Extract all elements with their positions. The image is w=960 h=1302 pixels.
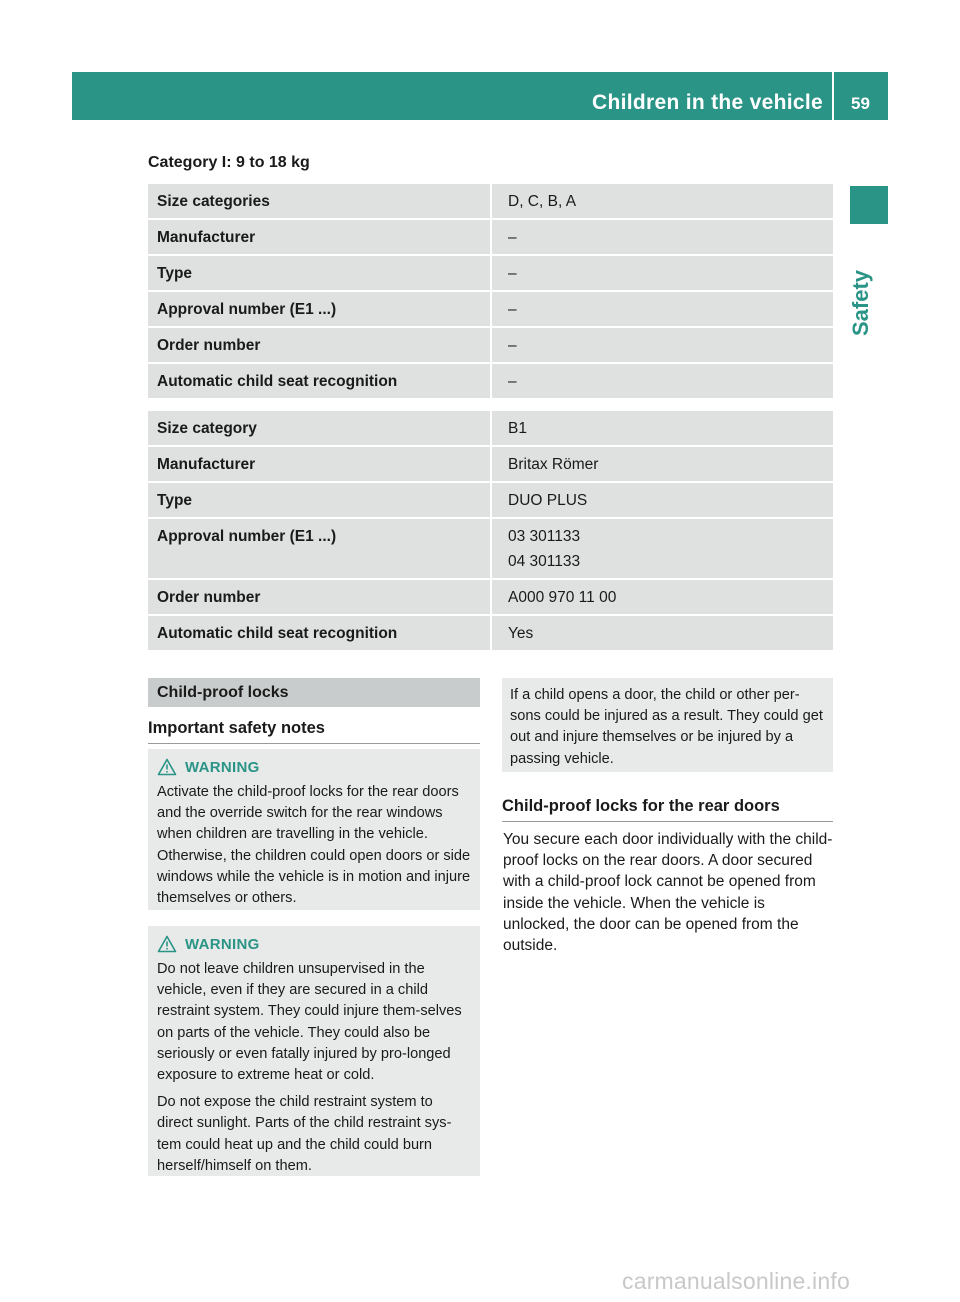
table-value: DUO PLUS xyxy=(492,483,833,519)
body-paragraph: You secure each door individually with the child-proof locks on the rear doors. A door secured with a child-proof lock cannot be opened from inside the vehicle. When the vehicle is unlocked, the door can be opened from the outside. xyxy=(503,831,833,955)
table-key: Size categories xyxy=(148,184,492,220)
table-row xyxy=(148,220,833,256)
table-key: Approval number (E1 ...) xyxy=(148,519,492,580)
warning-triangle-icon xyxy=(157,758,177,776)
warning-label: WARNING xyxy=(185,935,260,953)
table-value: B1 xyxy=(492,411,833,447)
side-tab-label: Safety xyxy=(848,269,873,336)
table-key: Order number xyxy=(148,580,492,616)
warning-triangle-icon xyxy=(157,935,177,953)
table-value: – xyxy=(492,256,833,292)
table-key: Type xyxy=(148,256,492,292)
table-row xyxy=(148,447,833,483)
table-row xyxy=(148,256,833,292)
table-row xyxy=(148,519,833,580)
approval-number-1: 03 301133 xyxy=(508,528,581,545)
table-value: D, C, B, A xyxy=(492,184,833,220)
table-value: A000 970 11 00 xyxy=(492,580,833,616)
note-box xyxy=(502,678,833,772)
watermark: carmanualsonline.info xyxy=(622,1268,850,1294)
table-value xyxy=(492,519,833,580)
table-row xyxy=(148,616,833,652)
table-key: Approval number (E1 ...) xyxy=(148,292,492,328)
table-row xyxy=(148,328,833,364)
table-row xyxy=(148,292,833,328)
table-key: Order number xyxy=(148,328,492,364)
table-value: – xyxy=(492,292,833,328)
table-key: Automatic child seat recognition xyxy=(148,616,492,652)
page-number: 59 xyxy=(851,94,870,113)
table-value: – xyxy=(492,328,833,364)
warning-header xyxy=(157,758,472,776)
warning-box xyxy=(148,749,480,910)
warning-text: Activate the child-proof locks for the rear doors and the override switch for the rear windows when children are travelling in the vehicle. Otherwise, the children could open doors or side windows while the vehicle is in motion and injure themselves or others. xyxy=(157,784,471,907)
spec-table-britax xyxy=(148,411,833,652)
table-row xyxy=(148,411,833,447)
subheading-rear-doors: Child-proof locks for the rear doors xyxy=(502,797,833,822)
table-row xyxy=(148,364,833,400)
side-tab-marker xyxy=(850,186,888,224)
table-value: Britax Römer xyxy=(492,447,833,483)
subheading-safety-notes: Important safety notes xyxy=(148,719,480,744)
header-divider xyxy=(832,72,834,120)
note-text: If a child opens a door, the child or other per-sons could be injured as a result. They could get out and injure themselves or be injured by a passing vehicle. xyxy=(510,687,823,767)
table-row xyxy=(148,483,833,519)
page-section-title: Children in the vehicle xyxy=(592,91,823,114)
category-heading: Category I: 9 to 18 kg xyxy=(148,154,310,171)
table-key: Type xyxy=(148,483,492,519)
approval-number-2: 04 301133 xyxy=(508,553,581,570)
table-key: Size category xyxy=(148,411,492,447)
section-title: Child-proof locks xyxy=(148,678,480,707)
table-key: Manufacturer xyxy=(148,220,492,256)
warning-text: Do not expose the child restraint system to direct sunlight. Parts of the child restraint sys-tem could heat up and the child could burn herself/himself on them. xyxy=(157,1094,452,1174)
table-row xyxy=(148,580,833,616)
warning-box xyxy=(148,926,480,1176)
table-value: Yes xyxy=(492,616,833,652)
warning-text: Do not leave children unsupervised in the vehicle, even if they are secured in a child restraint system. They could injure them-selves on parts of the vehicle. They could also be seriously or even fatally injured by pro-longed exposure to extreme heat or cold. xyxy=(157,961,462,1084)
table-key: Automatic child seat recognition xyxy=(148,364,492,400)
table-value: – xyxy=(492,220,833,256)
spec-table-size-categories xyxy=(148,184,833,400)
table-row xyxy=(148,184,833,220)
table-value: – xyxy=(492,364,833,400)
warning-header xyxy=(157,935,472,953)
table-key: Manufacturer xyxy=(148,447,492,483)
warning-label: WARNING xyxy=(185,758,260,776)
